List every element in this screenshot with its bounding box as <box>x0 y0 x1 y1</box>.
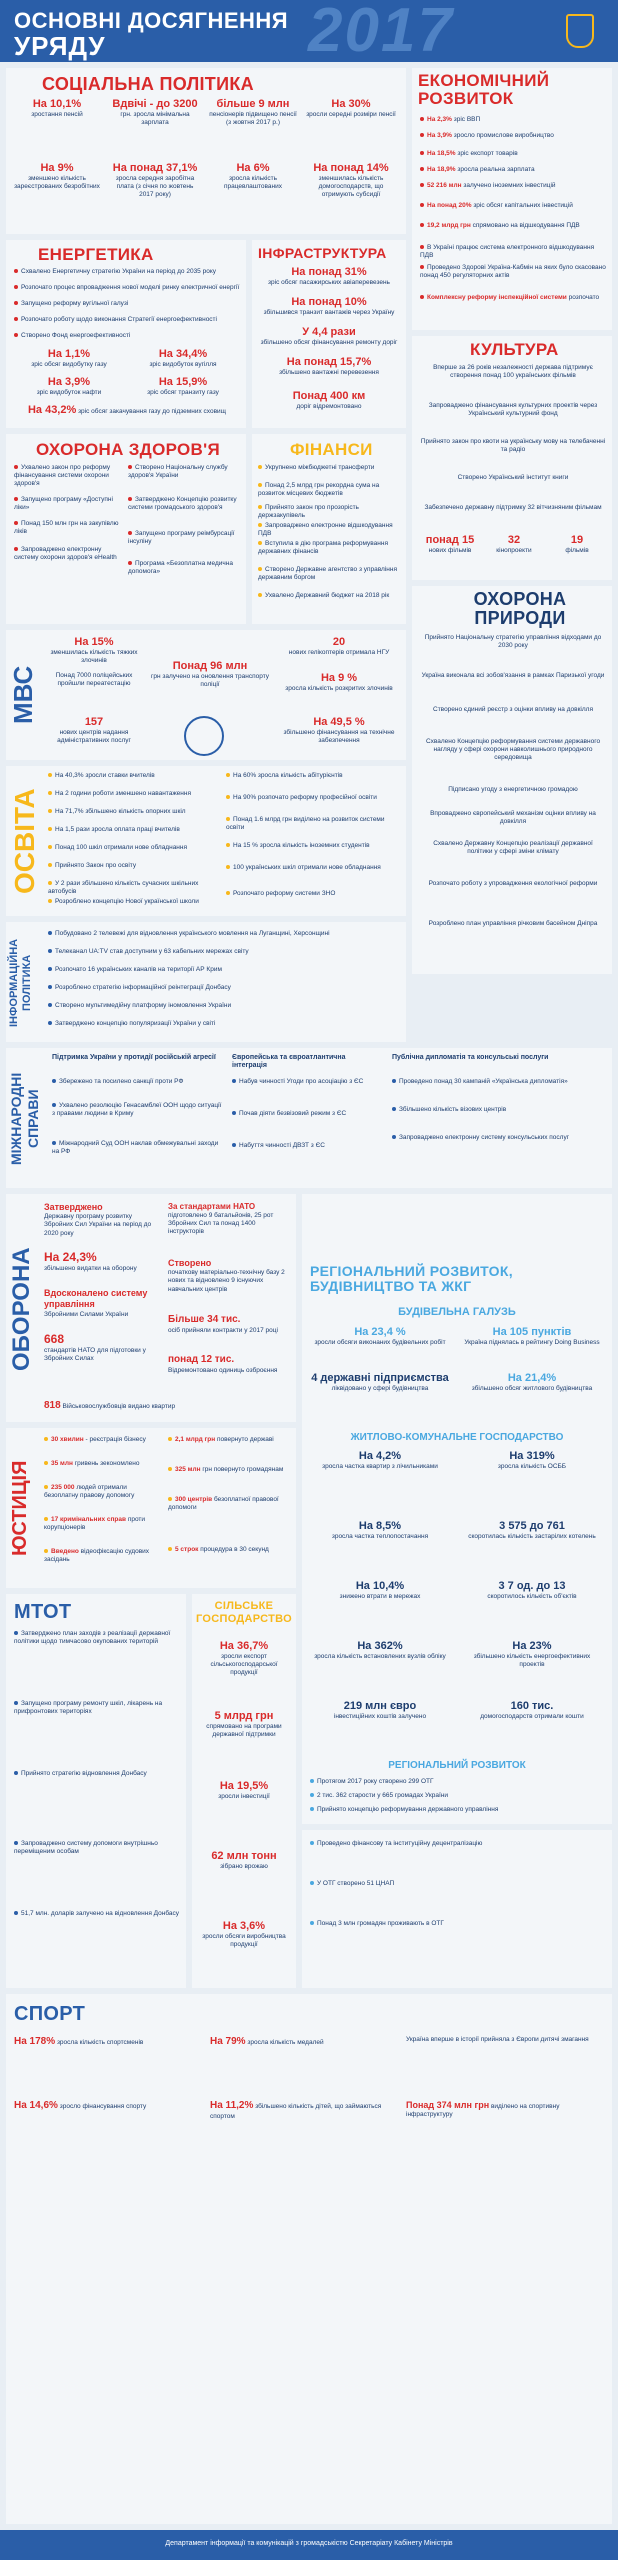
culture-stat-1: понад 15 нових фільмів <box>425 534 475 555</box>
energy-item-1: Схвалено Енергетичну стратегію України на період до 2035 року <box>14 268 240 276</box>
foreign-col-3-heading: Публічна дипломатія та консульські послуги <box>392 1054 549 1061</box>
economy-item-10: Комплексну реформу інспекційної системи розпочато <box>420 294 606 302</box>
foreign-col-3-item-2: Збільшено кількість візових центрів <box>392 1106 606 1114</box>
justice-item-1: 30 хвилин - реєстрація бізнесу <box>44 1436 162 1444</box>
agro-item-5: На 3,6% зросли обсяги виробництва продукції <box>202 1920 286 1948</box>
nature-item-1: Прийнято Національну стратегію управління відходами до 2030 року <box>424 634 602 650</box>
zhkg-title: ЖИТЛОВО-КОМУНАЛЬНЕ ГОСПОДАРСТВО <box>350 1432 564 1443</box>
infopolicy-item-3: Розпочато 16 українських каналів на території АР Крим <box>48 966 400 974</box>
education-item-3: На 71,7% збільшено кількість опорних шкіл <box>48 808 218 816</box>
build-title: БУДІВЕЛЬНА ГАЛУЗЬ <box>398 1306 516 1318</box>
education-item-14: Розпочато реформу системи ЗНО <box>226 890 402 898</box>
zhkg-stat-6: 3 7 од. до 13 скоротилось кількість об'єктів <box>487 1580 577 1601</box>
justice-item-5: Введено відеофіксацію судових засідань <box>44 1548 150 1564</box>
mtot-item-5: 51,7 млн. доларів залучено на відновлення Донбасу <box>14 1910 180 1918</box>
justice-item-9: 5 строк процедура в 30 секунд <box>168 1546 290 1554</box>
economy-item-9: Проведено Здорові Україна-Кабмін на яких було скасовано понад 450 регуляторних актів <box>420 264 606 280</box>
justice-item-4: 17 кримінальних справ проти корупціонерів <box>44 1516 146 1532</box>
header-title-line2: УРЯДУ <box>14 31 106 61</box>
infopolicy-item-2: Телеканал UA:TV став доступним у 63 кабельних мережах світу <box>48 948 400 956</box>
sport-item-3: На 11,2% збільшено кількість дітей, що займаються спортом <box>210 2100 382 2120</box>
energy-item-4: Розпочато роботу щодо виконання Стратегії енергоефективності <box>14 316 240 324</box>
finance-item-2: Понад 2,5 млрд грн рекордна сума на розвиток місцевих бюджетів <box>258 482 380 498</box>
sport-item-5: На 14,6% зросло фінансування спорту <box>14 2100 147 2111</box>
education-item-9: На 60% зросла кількість абітурієнтів <box>226 772 402 780</box>
reg-item-2: 2 тис. 362 старости у 665 громадах України <box>310 1792 606 1800</box>
education-item-12: На 15 % зросла кількість іноземних студентів <box>226 842 402 850</box>
police-title: МВС <box>8 665 38 725</box>
health-item-3: Понад 150 млн грн на закупівлю ліків <box>14 520 119 536</box>
defense-item-9: понад 12 тис. Відремонтовано одиниць озброєння <box>168 1354 278 1374</box>
energy-stat-4: На 15,9% зріс обсяг транзиту газу <box>147 376 219 397</box>
police-stat-6: На 9 % зросла кількість розкритих злочинів <box>285 672 393 693</box>
finance-item-7: Ухвалено Державний бюджет на 2018 рік <box>258 592 402 600</box>
energy-stat-1: На 1,1% зріс обсяг видобутку газу <box>31 348 107 369</box>
economy-item-4: На 18,9% зросла реальна зарплата <box>420 166 606 174</box>
police-stat-5: 157 нових центрів надання адміністративних послуг <box>57 716 131 744</box>
social-stat-6: На понад 37,1% зросла середня заробітна плата (з січня по жовтень 2017 року) <box>112 162 198 198</box>
energy-item-3: Запущено реформу вугільної галузі <box>14 300 240 308</box>
nature-item-8: Розпочато роботу з упровадження екологічної реформи <box>428 880 598 887</box>
zhkg-stat-1: На 4,2% зросла частка квартир з лічильниками <box>322 1450 438 1471</box>
sport-item-6: Україна вперше в історії прийняла з Європи дитячі змагання <box>406 2036 589 2043</box>
education-item-5: Понад 100 шкіл отримали нове обладнання <box>48 844 218 852</box>
zhkg-stat-8: На 23% збільшено кількість енергоефективних проектів <box>473 1640 591 1668</box>
defense-item-3: Вдосконалено систему управління Збройними Силами України <box>44 1288 148 1318</box>
agro-item-2: 5 млрд грн спрямовано на програми державної підтримки <box>206 1710 282 1738</box>
finance-item-1: Укрупнено міжбюджетні трансферти <box>258 464 402 472</box>
social-stat-1: На 10,1% зростання пенсій <box>31 98 83 119</box>
mtot-title: МТОТ <box>14 1601 72 1623</box>
header-year: 2017 <box>308 0 454 62</box>
education-item-11: Понад 1.6 млрд грн виділено на розвиток системи освіти <box>226 816 385 832</box>
culture-item-2: Запроваджено фінансування культурних проектів через Український культурний фонд <box>428 402 598 418</box>
infopolicy-item-4: Розроблено стратегію інформаційної реінтеграції Донбасу <box>48 984 400 992</box>
header-banner <box>0 0 618 62</box>
education-item-4: На 1,5 рази зросла оплата праці вчителів <box>48 826 218 834</box>
foreign-col-2-item-3: Набуття чинності ДВЗТ з ЄС <box>232 1142 382 1150</box>
economy-title: ЕКОНОМІЧНИЙ РОЗВИТОК <box>418 71 550 108</box>
nature-item-6: Впроваджено європейський механізм оцінки впливу на довкілля <box>430 810 596 826</box>
infra-title: ІНФРАСТРУКТУРА <box>258 245 387 261</box>
foreign-col-1-item-3: Міжнародний Суд ООН наклав обмежувальні заходи на РФ <box>52 1140 219 1156</box>
nature-item-3: Створено єдиний реєстр з оцінки впливу на довкілля <box>433 706 593 713</box>
zhkg-stat-5: На 10,4% знижено втрати в мережах <box>339 1580 421 1601</box>
economy-item-1: На 2,3% зріс ВВП <box>420 116 606 124</box>
infra-item-4: На понад 15,7% збільшено вантажні перевезення <box>279 356 379 377</box>
infra-item-1: На понад 31% зріс обсяг пасажирських авіаперевезень <box>268 266 390 287</box>
infopolicy-title: ІНФОРМАЦІЙНА ПОЛІТИКА <box>8 938 34 1028</box>
health-title: ОХОРОНА ЗДОРОВ'Я <box>36 440 220 459</box>
footer-text: Департамент інформації та комунікацій з громадськістю Секретаріату Кабінету Міністрів <box>165 2540 453 2547</box>
reg-item-1: Протягом 2017 року створено 299 ОТГ <box>310 1778 606 1786</box>
build-stat-3: 4 державні підприємства ліквідовано у сфері будівництва <box>311 1372 449 1393</box>
social-stat-3: більше 9 млн пенсіонерів підвищено пенсії (з жовтня 2017 р.) <box>209 98 297 126</box>
social-stat-8: На понад 14% зменшилась кількість домогосподарств, що отримують субсидії <box>313 162 389 198</box>
health-item-5: Створено Національну службу здоров'я України <box>128 464 228 480</box>
foreign-col-2-heading: Європейська та євроатлантична інтеграція <box>232 1054 346 1070</box>
justice-title: ЮСТИЦІЯ <box>9 1460 31 1556</box>
culture-title: КУЛЬТУРА <box>470 340 559 359</box>
infra-item-2: На понад 10% збільшився транзит вантажів через Україну <box>263 296 395 317</box>
defense-item-5: 818 Військовослужбовців видано квартир <box>44 1400 176 1411</box>
regional-section-2 <box>302 1830 612 1988</box>
education-item-2: На 2 години роботи зменшено навантаження <box>48 790 218 798</box>
justice-item-7: 325 млн грн повернуто громадянам <box>168 1466 290 1474</box>
police-stat-1: На 15% зменшилась кількість тяжких злочинів <box>50 636 138 664</box>
culture-item-1: Вперше за 26 років незалежності держава підтримує створення понад 100 українських фільмів <box>433 364 593 380</box>
social-stat-7: На 6% зросла кількість працевлаштованих <box>224 162 282 190</box>
foreign-col-2-item-1: Набув чинності Угоди про асоціацію з ЄС <box>232 1078 382 1086</box>
defense-item-6: За стандартами НАТО підготовлено 9 батальйонів, 25 рот Збройних Сил та понад 1400 інструкторів <box>168 1202 274 1236</box>
finance-title: ФІНАНСИ <box>290 440 373 459</box>
header-title-line1: ОСНОВНІ ДОСЯГНЕННЯ <box>14 8 289 33</box>
defense-item-8: Більше 34 тис. осіб прийняли контракти у 2017 році <box>168 1314 278 1334</box>
infra-item-3: У 4,4 рази збільшено обсяг фінансування ремонту доріг <box>260 326 398 347</box>
energy-item-2: Розпочато процес впровадження нової моделі ринку електричної енергії <box>14 284 240 292</box>
economy-item-5: 52 216 млн залучено іноземних інвестицій <box>420 182 606 190</box>
zhkg-stat-4: 3 575 до 761 скоротилась кількість застарілих котелень <box>468 1520 596 1541</box>
sport-item-2: На 79% зросла кількість медалей <box>210 2036 324 2047</box>
justice-item-2: 35 млн гривень зекономлено <box>44 1460 162 1468</box>
sport-section <box>6 1994 612 2524</box>
energy-stat-2: На 34,4% зріс видобуток вугілля <box>149 348 217 369</box>
agro-item-3: На 19,5% зросли інвестиції <box>218 1780 270 1801</box>
infopolicy-item-5: Створено мультимедійну платформу іномовлення України <box>48 1002 400 1010</box>
foreign-col-2-item-2: Почав діяти безвізовий режим з ЄС <box>232 1110 382 1118</box>
footer-bar <box>0 2530 618 2560</box>
social-title: СОЦІАЛЬНА ПОЛІТИКА <box>42 74 254 94</box>
defense-item-2: На 24,3% збільшено видатки на оборону <box>44 1250 137 1272</box>
energy-item-5: Створено Фонд енергоефективності <box>14 332 240 340</box>
reg-item-6: Понад 3 млн громадян проживають в ОТГ <box>310 1920 606 1928</box>
health-item-2: Запущено програму «Доступні ліки» <box>14 496 113 512</box>
culture-item-5: Забезпечено державну підтримку 32 вітчизняним фільмам <box>424 504 602 511</box>
police-stat-4: 20 нових гелікоптерів отримала НГУ <box>288 636 390 657</box>
energy-title: ЕНЕРГЕТИКА <box>38 245 154 264</box>
zhkg-stat-2: На 319% зросла кількість ОСББ <box>497 1450 567 1471</box>
police-badge-icon <box>184 716 224 756</box>
defense-item-1: Затверджено Державну програму розвитку Збройних Сил України на період до 2020 року <box>44 1202 152 1237</box>
health-item-6: Затверджено Концепцію розвитку системи громадського здоров'я <box>128 496 237 512</box>
build-stat-4: На 21,4% збільшено обсяг житлового будівництва <box>471 1372 593 1393</box>
mtot-section <box>6 1594 186 1988</box>
culture-item-4: Створено Український інститут книги <box>457 474 569 481</box>
social-stat-2: Вдвічі - до 3200 грн. зросла мінімальна зарплата <box>112 98 198 126</box>
justice-item-3: 235 000 людей отримали безоплатну правову допомогу <box>44 1484 135 1500</box>
defense-item-4: 668 стандартів НАТО для підготовки у Збройних Силах <box>44 1332 146 1363</box>
infopolicy-item-6: Затверджено концепцію популяризації України у світі <box>48 1020 400 1028</box>
reg-item-3: Прийнято концепцію реформування державного управління <box>310 1806 606 1814</box>
foreign-col-3-item-3: Запроваджено електронну систему консульських послуг <box>392 1134 606 1142</box>
education-item-7: У 2 рази збільшено кількість сучасних шкільних автобусів <box>48 880 199 896</box>
culture-stat-2: 32 кінопроекти <box>496 534 532 555</box>
finance-item-4: Запроваджено електронне відшкодування ПДВ <box>258 522 393 538</box>
build-stat-1: На 23,4 % зросли обсяги виконаних будівельних робіт <box>314 1326 446 1347</box>
nature-item-5: Підписано угоду з енергетичною громадою <box>448 786 578 793</box>
infra-item-5: Понад 400 км доріг відремонтовано <box>292 390 366 411</box>
agro-item-1: На 36,7% зросли експорт сільськогосподарської продукції <box>210 1640 278 1676</box>
education-item-13: 100 українських шкіл отримали нове обладнання <box>226 864 402 872</box>
agro-item-4: 62 млн тонн зібрано врожаю <box>211 1850 277 1871</box>
defense-title: ОБОРОНА <box>8 1247 35 1371</box>
justice-item-8: 300 центрів безоплатної правової допомоги <box>168 1496 279 1512</box>
energy-stat-5: На 43,2% зріс обсяг закачування газу до підземних сховищ <box>27 404 227 416</box>
agro-title: СІЛЬСЬКЕ ГОСПОДАРСТВО <box>196 1600 292 1626</box>
social-stat-5: На 9% зменшено кількість зареєстрованих безробітних <box>14 162 100 190</box>
police-stat-7: На 49,5 % збільшено фінансування на технічне забезпечення <box>283 716 395 744</box>
foreign-col-1-heading: Підтримка України у протидії російській агресії <box>52 1054 216 1061</box>
education-item-10: На 90% розпочато реформу професійної освіти <box>226 794 402 802</box>
economy-item-8: В Україні працює система електронного відшкодування ПДВ <box>420 244 595 260</box>
sport-item-1: На 178% зросла кількість спортсменів <box>14 2036 144 2047</box>
culture-stat-3: 19 фільмів <box>565 534 589 555</box>
foreign-col-1-item-2: Ухвалено резолюцію Генасамблеї ООН щодо ситуації з правами людини в Криму <box>52 1102 222 1118</box>
economy-item-2: На 3,9% зросло промислове виробництво <box>420 132 606 140</box>
police-stat-2: Понад 7000 поліцейських пройшли переатестацію <box>55 672 133 687</box>
reg-item-5: У ОТГ створено 51 ЦНАП <box>310 1880 606 1888</box>
nature-title: ОХОРОНА ПРИРОДИ <box>473 589 567 628</box>
education-title: ОСВІТА <box>9 788 40 894</box>
nature-item-2: Україна виконала всі зобов'язання в рамках Паризької угоди <box>421 672 605 679</box>
sport-item-4: Понад 374 млн грн виділено на спортивну інфраструктуру <box>406 2100 560 2119</box>
regional-title: РЕГІОНАЛЬНИЙ РОЗВИТОК, БУДІВНИЦТВО ТА ЖКГ <box>310 1263 513 1295</box>
defense-item-7: Створено початкову матеріально-технічну базу 2 нових та відновлено 9 існуючих навчальних центрів <box>168 1258 285 1293</box>
mtot-item-3: Прийнято стратегію відновлення Донбасу <box>14 1770 180 1778</box>
zhkg-stat-7: На 362% зросла кількість встановлених вузлів обліку <box>314 1640 446 1661</box>
foreign-col-3-item-1: Проведено понад 30 кампаній «Українська дипломатія» <box>392 1078 606 1086</box>
foreign-col-1-item-1: Збережено та посилено санкції проти РФ <box>52 1078 222 1086</box>
foreign-title: МІЖНАРОДНІ СПРАВИ <box>8 1072 41 1166</box>
nature-item-7: Схвалено Державну Концепцію реалізації державної політики у сфері зміни клімату <box>433 840 593 856</box>
build-stat-2: На 105 пунктів Україна піднялась в рейтингу Doing Business <box>464 1326 600 1347</box>
culture-item-3: Прийнято закон про квоти на українську мову на телебаченні та радіо <box>420 438 606 454</box>
mtot-item-4: Запроваджено систему допомоги внутрішньо переміщеним особам <box>14 1840 158 1856</box>
zhkg-stat-9: 219 млн євро інвестиційних коштів залучено <box>333 1700 427 1721</box>
economy-item-3: На 18,5% зріс експорт товарів <box>420 150 606 158</box>
energy-stat-3: На 3,9% зріс видобуток нафти <box>36 376 102 397</box>
nature-item-4: Схвалено Концепцію реформування системи державного нагляду у сфері охорони навколишнього природного середовища <box>425 738 601 762</box>
health-item-7: Запущено програму реімбурсації інсуліну <box>128 530 235 546</box>
education-item-6: Прийнято Закон про освіту <box>48 862 218 870</box>
sport-title: СПОРТ <box>14 2003 86 2025</box>
finance-item-6: Створено Державне агентство з управління державним боргом <box>258 566 397 582</box>
zhkg-stat-3: На 8,5% зросла частка теплопостачання <box>331 1520 429 1541</box>
health-item-8: Програма «Безоплатна медична допомога» <box>128 560 233 576</box>
reg-item-4: Проведено фінансову та інституційну децентралізацію <box>310 1840 606 1848</box>
mtot-item-2: Запущено програму ремонту шкіл, лікарень на прифронтових територіях <box>14 1700 163 1716</box>
health-item-1: Ухвалено закон про реформу фінансування системи охорони здоров'я <box>14 464 111 488</box>
infopolicy-item-1: Побудовано 2 телевежі для відновлення українського мовлення на Луганщині, Херсонщині <box>48 930 400 938</box>
zhkg-stat-10: 160 тис. домогосподарств отримали кошти <box>480 1700 584 1721</box>
mtot-item-1: Затверджено план заходів з реалізації державної політики щодо тимчасово окупованих територій <box>14 1630 171 1646</box>
justice-item-6: 2,1 млрд грн повернуто державі <box>168 1436 290 1444</box>
social-stat-4: На 30% зросли середні розміри пенсії <box>306 98 396 119</box>
trident-icon <box>566 14 594 48</box>
education-item-1: На 40,3% зросли ставки вчителів <box>48 772 218 780</box>
economy-item-7: 19,2 млрд грн спрямовано на відшкодування ПДВ <box>420 222 606 230</box>
finance-item-3: Прийнято закон про прозорість держзакупівель <box>258 504 359 520</box>
nature-item-9: Розроблено план управління річковим басейном Дніпра <box>428 920 598 927</box>
economy-item-6: На понад 20% зріс обсяг капітальних інвестицій <box>420 202 606 210</box>
health-item-4: Запроваджено електронну систему охорони здоров'я eHealth <box>14 546 117 562</box>
education-item-8: Розроблено концепцію Нової української школи <box>48 898 218 906</box>
police-stat-3: Понад 96 млн грн залучено на оновлення транспорту поліції <box>150 660 270 688</box>
finance-item-5: Вступила в дію програма реформування державних фінансів <box>258 540 388 556</box>
reg-title: РЕГІОНАЛЬНИЙ РОЗВИТОК <box>388 1760 526 1771</box>
